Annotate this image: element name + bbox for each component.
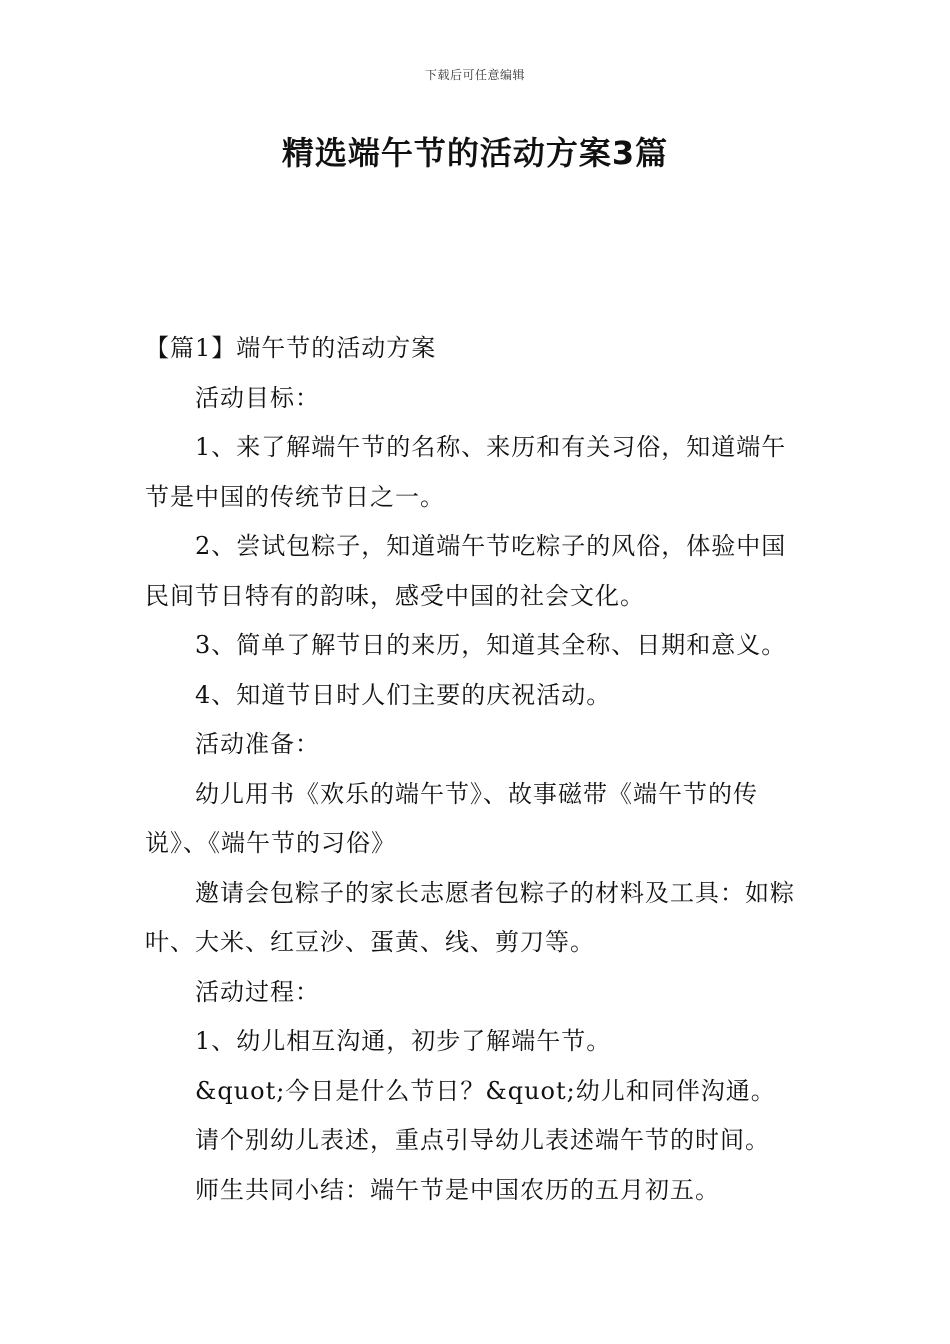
paragraph: 请个别幼儿表述，重点引导幼儿表述端午节的时间。 [195,1126,770,1154]
paragraph: 幼儿用书《欢乐的端午节》、故事磁带《端午节的传说》、《端午节的习俗》 [145,779,758,857]
document-body [145,324,810,1215]
section-heading: 【篇1】端午节的活动方案 [145,334,437,362]
paragraph: 活动过程： [195,977,320,1006]
paragraph: 活动目标： [195,383,320,412]
paragraph: 1、来了解端午节的名称、来历和有关习俗，知道端午节是中国的传统节日之一。 [145,433,787,511]
paragraph: &quot;今日是什么节日？&quot;幼儿和同伴沟通。 [195,1076,776,1105]
header-note: 下载后可任意编辑 [424,68,525,82]
paragraph: 4、知道节日时人们主要的庆祝活动。 [195,680,612,709]
paragraph: 师生共同小结：端午节是中国农历的五月初五。 [195,1175,720,1204]
paragraph: 邀请会包粽子的家长志愿者包粽子的材料及工具：如粽叶、大米、红豆沙、蛋黄、线、剪刀等。 [145,878,795,956]
paragraph: 1、幼儿相互沟通，初步了解端午节。 [195,1027,612,1055]
paragraph: 活动准备： [195,730,320,758]
document-title: 精选端午节的活动方案3篇 [281,134,669,172]
paragraph: 3、简单了解节日的来历，知道其全称、日期和意义。 [195,631,787,659]
paragraph: 2、尝试包粽子，知道端午节吃粽子的风俗，体验中国民间节日特有的韵味，感受中国的社会文化。 [145,532,787,610]
